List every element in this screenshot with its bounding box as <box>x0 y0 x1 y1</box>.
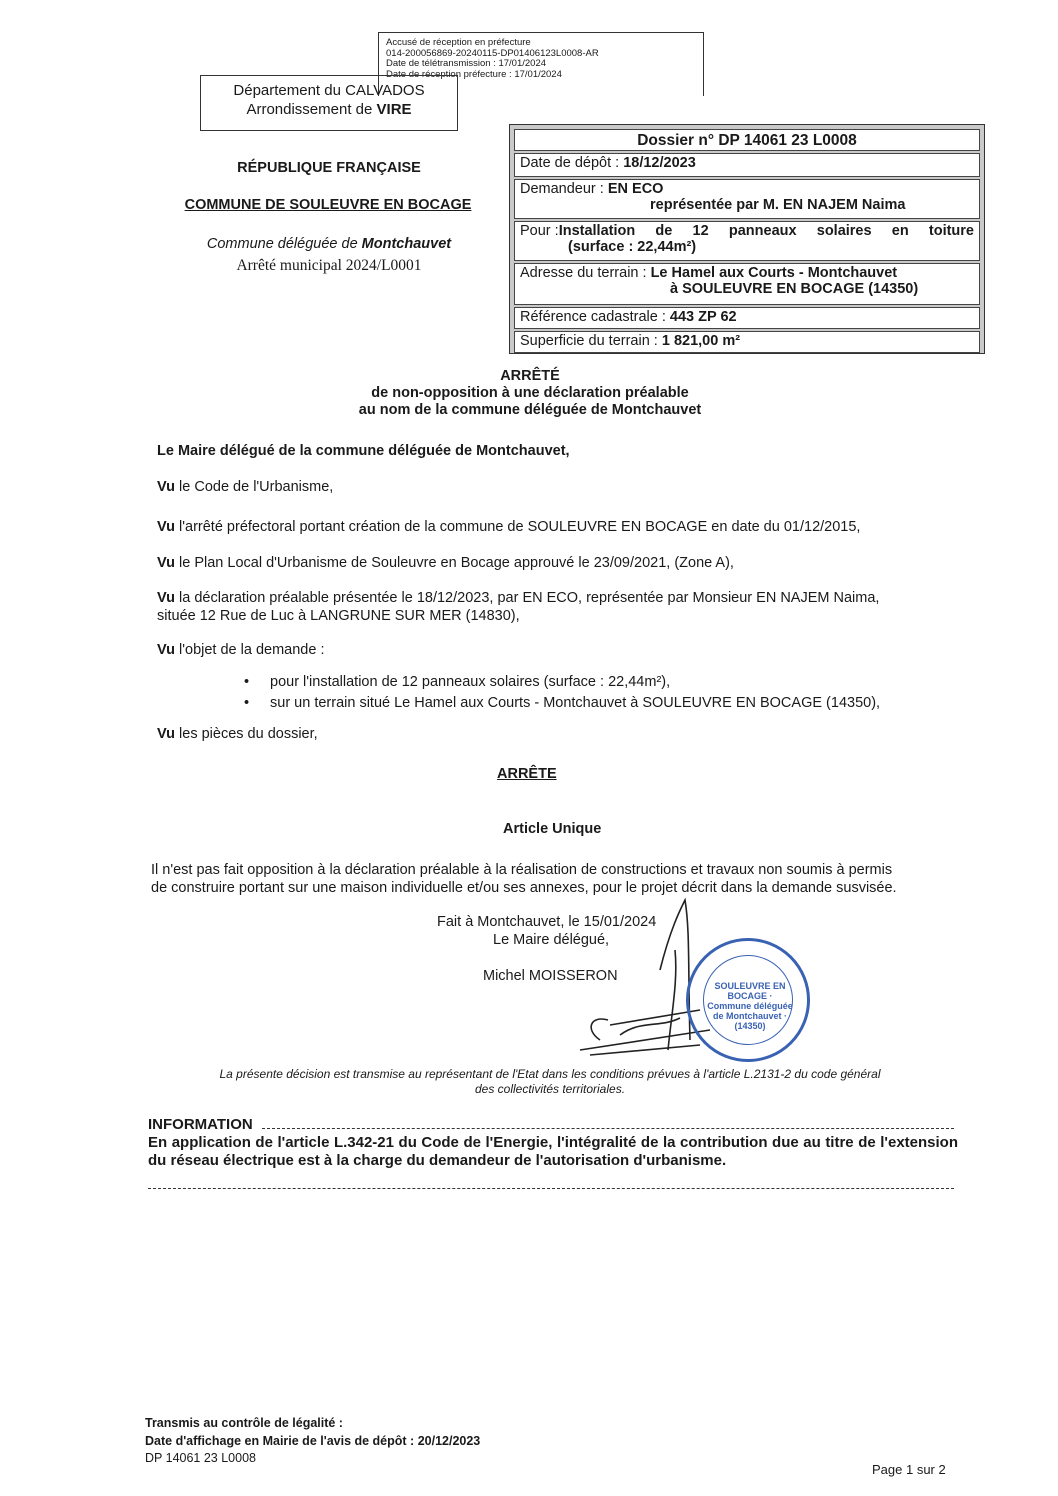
article-text: Il n'est pas fait opposition à la déclaration préalable à la réalisation de constructions et travaux non soumis à permis <box>151 862 893 878</box>
handwritten-signature <box>560 890 710 1070</box>
seal-text: SOULEUVRE EN BOCAGE · Commune déléguée de Montchauvet · (14350) <box>707 981 793 1031</box>
dossier-box <box>509 124 985 354</box>
dossier-superficie-row: Superficie du terrain : 1 821,00 m² <box>514 331 980 353</box>
commune-deleguee: Commune déléguée de Montchauvet <box>206 236 452 252</box>
dossier-adresse-row: Adresse du terrain : Le Hamel aux Courts - Montchauvet à SOULEUVRE EN BOCAGE (14350) <box>514 263 980 305</box>
ack-line: Date de réception préfecture : 17/01/2024 <box>386 68 562 80</box>
dossier-title: Dossier n° DP 14061 23 L0008 <box>514 129 980 151</box>
information-text: En application de l'article L.342-21 du Code de l'Energie, l'intégralité de la contribution due au titre de l'extension du réseau électrique est à la charge du demandeur de l'autorisation d'urbanisme. <box>148 1134 958 1169</box>
arrete-title: ARRÊTÉ de non-opposition à une déclaration préalable au nom de la commune déléguée de Montchauvet <box>358 368 702 418</box>
dossier-ref-row: Référence cadastrale : 443 ZP 62 <box>514 307 980 329</box>
vu-paragraph: Vu le Code de l'Urbanisme, <box>157 479 334 495</box>
information-title: INFORMATION <box>148 1116 253 1133</box>
dashed-divider <box>262 1128 954 1129</box>
vu-paragraph: Vu l'objet de la demande : <box>157 642 325 658</box>
dashed-divider <box>148 1188 954 1189</box>
vu-paragraph: Vu la déclaration préalable présentée le 18/12/2023, par EN ECO, représentée par Monsieur EN NAJEM Naima, <box>157 590 880 606</box>
maire-line: Le Maire délégué de la commune déléguée de Montchauvet, <box>157 443 570 459</box>
ack-line: 014-200056869-20240115-DP01406123L0008-AR <box>386 47 599 59</box>
dossier-demandeur-row: Demandeur : EN ECO représentée par M. EN NAJEM Naima <box>514 179 980 219</box>
page-number: Page 1 sur 2 <box>872 1462 946 1477</box>
arrete-municipal-number: Arrêté municipal 2024/L0001 <box>236 257 422 274</box>
vu-paragraph: Vu le Plan Local d'Urbanisme de Souleuvre en Bocage approuvé le 23/09/2021, (Zone A), <box>157 555 734 571</box>
commune-heading: COMMUNE DE SOULEUVRE EN BOCAGE <box>184 197 472 213</box>
official-seal <box>686 938 810 1062</box>
transmission-note: La présente décision est transmise au représentant de l'Etat dans les conditions prévues à l'article L.2131-2 du code général des collectivités territoriales. <box>219 1067 881 1096</box>
signature-place-date: Fait à Montchauvet, le 15/01/2024 <box>437 914 657 930</box>
footer-affichage: Date d'affichage en Mairie de l'avis de dépôt : 20/12/2023 <box>145 1434 481 1448</box>
department-name: Département du CALVADOS <box>233 82 425 99</box>
vu-paragraph: Vu l'arrêté préfectoral portant création de la commune de SOULEUVRE EN BOCAGE en date du 01/12/2015, <box>157 519 861 535</box>
republic-heading: RÉPUBLIQUE FRANÇAISE <box>237 160 421 176</box>
arrete-heading: ARRÊTE <box>497 766 557 782</box>
signature-role: Le Maire délégué, <box>493 932 610 948</box>
ack-line: Date de télétransmission : 17/01/2024 <box>386 58 547 69</box>
article-text: de construire portant sur une maison individuelle et/ou ses annexes, pour le projet décrit dans la demande susvisée. <box>151 880 897 896</box>
ack-line: Accusé de réception en préfecture <box>386 37 531 48</box>
arrondissement: Arrondissement de VIRE <box>246 101 412 118</box>
list-item: • pour l'installation de 12 panneaux solaires (surface : 22,44m²), <box>244 674 671 690</box>
vu-paragraph-continued: située 12 Rue de Luc à LANGRUNE SUR MER (14830), <box>157 608 520 624</box>
dossier-pour-row: Pour : Installation de 12 panneaux solaires en toiture (surface : 22,44m²) <box>514 221 980 261</box>
list-item: • sur un terrain situé Le Hamel aux Courts - Montchauvet à SOULEUVRE EN BOCAGE (14350), <box>244 695 881 711</box>
footer-dossier: DP 14061 23 L0008 <box>145 1451 256 1465</box>
dossier-date-row: Date de dépôt : 18/12/2023 <box>514 153 980 177</box>
signature-name: Michel MOISSERON <box>483 968 618 984</box>
article-heading: Article Unique <box>503 821 602 837</box>
footer-transmis: Transmis au contrôle de légalité : <box>145 1416 343 1430</box>
vu-paragraph: Vu les pièces du dossier, <box>157 726 318 742</box>
department-box <box>200 75 458 131</box>
